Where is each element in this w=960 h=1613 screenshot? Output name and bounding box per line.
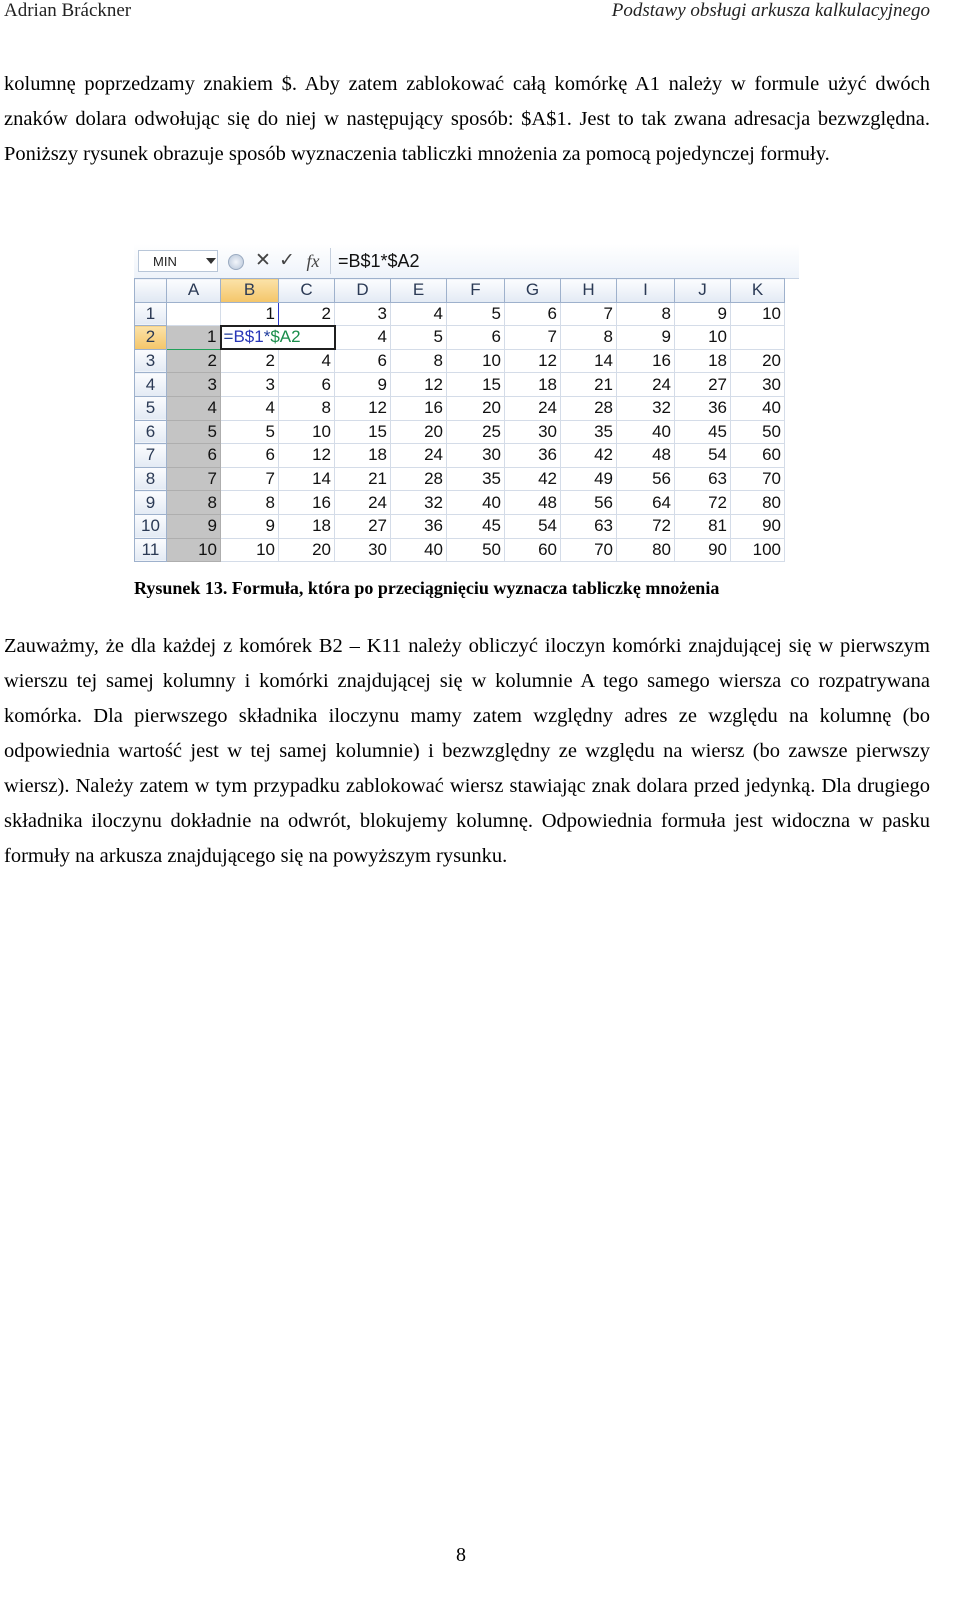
cell[interactable]: 8 — [617, 302, 675, 326]
row-header[interactable]: 9 — [135, 491, 167, 515]
cell[interactable]: 9 — [675, 302, 731, 326]
header-title: Podstawy obsługi arkusza kalkulacyjnego — [611, 0, 930, 21]
cell[interactable]: 40 — [617, 420, 675, 444]
table-row — [135, 302, 785, 326]
table-row — [135, 491, 785, 515]
cell[interactable]: 9 — [335, 373, 391, 397]
cell[interactable]: 30 — [447, 444, 505, 468]
cell[interactable]: 42 — [561, 444, 617, 468]
cell[interactable]: 24 — [505, 396, 561, 420]
cell[interactable]: 12 — [279, 444, 335, 468]
formula-token: $A2 — [270, 327, 301, 347]
cell[interactable]: 56 — [617, 467, 675, 491]
formula-token: * — [263, 327, 271, 347]
cell[interactable]: 2 — [221, 349, 279, 373]
cell[interactable]: 20 — [391, 420, 447, 444]
cell[interactable]: 20 — [279, 538, 335, 562]
cell[interactable]: 7 — [561, 302, 617, 326]
cell[interactable]: 8 — [221, 491, 279, 515]
formula-token: = — [223, 327, 234, 347]
cell[interactable]: 4 — [335, 326, 391, 350]
cell[interactable]: 10 — [731, 302, 785, 326]
column-header-row — [135, 279, 785, 303]
header-author: Adrian Bráckner — [4, 0, 132, 21]
cell[interactable]: 70 — [561, 538, 617, 562]
spreadsheet-grid — [134, 278, 785, 562]
cell[interactable]: 18 — [335, 444, 391, 468]
column-header[interactable]: F — [447, 279, 505, 303]
cell[interactable]: 56 — [561, 491, 617, 515]
row-header[interactable]: 1 — [135, 302, 167, 326]
cell[interactable]: 9 — [221, 514, 279, 538]
cell[interactable]: 54 — [505, 514, 561, 538]
cell[interactable]: 18 — [505, 373, 561, 397]
cell[interactable]: 10 — [221, 538, 279, 562]
cell[interactable]: 28 — [561, 396, 617, 420]
cell[interactable]: 18 — [675, 349, 731, 373]
cell[interactable]: 10 — [167, 538, 221, 562]
cell[interactable]: 6 — [221, 444, 279, 468]
cell[interactable]: 16 — [617, 349, 675, 373]
formula-bar-handle-icon[interactable] — [228, 254, 244, 270]
cell[interactable] — [731, 326, 785, 350]
cell[interactable]: 12 — [505, 349, 561, 373]
cell[interactable]: 36 — [505, 444, 561, 468]
row-header[interactable]: 8 — [135, 467, 167, 491]
cell[interactable]: 4 — [391, 302, 447, 326]
cell[interactable]: 4 — [167, 396, 221, 420]
cell[interactable]: 7 — [221, 467, 279, 491]
cell[interactable]: 7 — [167, 467, 221, 491]
cell[interactable]: 81 — [675, 514, 731, 538]
cell[interactable]: 10 — [279, 420, 335, 444]
table-row — [135, 444, 785, 468]
cell[interactable]: 8 — [561, 326, 617, 350]
cell[interactable]: 25 — [447, 420, 505, 444]
cell[interactable]: 6 — [167, 444, 221, 468]
cell[interactable]: 21 — [561, 373, 617, 397]
cell[interactable]: 30 — [505, 420, 561, 444]
cell[interactable]: 2 — [279, 302, 335, 326]
cell[interactable]: 14 — [279, 467, 335, 491]
cell[interactable]: 42 — [505, 467, 561, 491]
formula-input[interactable]: =B$1*$A2 — [338, 251, 420, 271]
cell[interactable]: 5 — [391, 326, 447, 350]
cell[interactable]: 27 — [335, 514, 391, 538]
cell[interactable]: 54 — [675, 444, 731, 468]
column-header[interactable]: D — [335, 279, 391, 303]
cell[interactable]: 50 — [731, 420, 785, 444]
cell[interactable]: 32 — [617, 396, 675, 420]
column-header[interactable]: G — [505, 279, 561, 303]
chevron-down-icon[interactable] — [206, 258, 216, 264]
page-number: 8 — [456, 1544, 466, 1566]
insert-function-icon[interactable]: fx — [306, 251, 320, 271]
cell[interactable]: 63 — [561, 514, 617, 538]
column-header[interactable]: A — [167, 279, 221, 303]
cell[interactable]: 24 — [335, 491, 391, 515]
cell[interactable]: 6 — [447, 326, 505, 350]
cell[interactable]: 72 — [617, 514, 675, 538]
cell[interactable]: 10 — [447, 349, 505, 373]
cell[interactable]: 60 — [731, 444, 785, 468]
cell[interactable]: 8 — [279, 396, 335, 420]
cell[interactable]: 5 — [167, 420, 221, 444]
table-row — [135, 514, 785, 538]
column-header[interactable]: H — [561, 279, 617, 303]
table-row — [135, 373, 785, 397]
cell[interactable]: 80 — [731, 491, 785, 515]
cell[interactable]: 15 — [335, 420, 391, 444]
paragraph-explanation: Zauważmy, że dla każdej z komórek B2 – K11 należy obliczyć iloczyn komórki znajdującej się w pierwszym wierszu tej samej kolumny i komórki znajdującej się w kolumnie A tego samego wiersza co rozpatrywana komórka. Dla pierwszego składnika iloczynu mamy zatem względny adres ze względu na kolumnę (bo odpowiednia wartość jest w tej samej kolumnie) i bezwzględny ze względu na wiersz (bo zawsze pierwszy wiersz). Należy zatem w tym przypadku zablokować wiersz stawiając znak dolara przed jedynką. Dla drugiego składnika iloczynu dokładnie na odwrót, blokujemy kolumnę. Odpowiednia formuła jest widoczna w pasku formuły na arkusza znajdującego się na powyższym rysunku. — [4, 635, 930, 867]
cell[interactable]: 36 — [391, 514, 447, 538]
cell[interactable]: 6 — [279, 373, 335, 397]
cell[interactable]: 1 — [221, 302, 279, 326]
spreadsheet-figure — [134, 244, 799, 570]
cell[interactable] — [167, 302, 221, 326]
cell[interactable]: 18 — [279, 514, 335, 538]
table-row — [135, 467, 785, 491]
cell[interactable]: 48 — [505, 491, 561, 515]
row-header[interactable]: 3 — [135, 349, 167, 373]
formula-bar-separator — [330, 248, 331, 274]
table-row — [135, 420, 785, 444]
column-header[interactable]: I — [617, 279, 675, 303]
row-header[interactable]: 2 — [135, 326, 167, 350]
cell[interactable]: 6 — [335, 349, 391, 373]
cell[interactable]: 21 — [335, 467, 391, 491]
table-row — [135, 349, 785, 373]
cell[interactable]: 8 — [167, 491, 221, 515]
table-row — [135, 326, 785, 350]
cell[interactable]: 5 — [221, 420, 279, 444]
table-row — [135, 538, 785, 562]
cell[interactable]: 6 — [505, 302, 561, 326]
cell[interactable]: 14 — [561, 349, 617, 373]
active-cell[interactable] — [221, 326, 335, 350]
enter-icon[interactable]: ✓ — [279, 250, 295, 271]
cell[interactable]: 16 — [279, 491, 335, 515]
cell[interactable]: 1 — [167, 326, 221, 350]
column-header[interactable]: J — [675, 279, 731, 303]
cell[interactable]: 45 — [675, 420, 731, 444]
cell[interactable]: 9 — [167, 514, 221, 538]
column-header[interactable]: C — [279, 279, 335, 303]
cell[interactable]: 70 — [731, 467, 785, 491]
cell[interactable]: 90 — [675, 538, 731, 562]
cell[interactable]: 3 — [221, 373, 279, 397]
cell[interactable]: 48 — [617, 444, 675, 468]
formula-token: B$1 — [233, 327, 264, 347]
cell[interactable]: 64 — [617, 491, 675, 515]
cell[interactable]: 40 — [731, 396, 785, 420]
figure-caption: Rysunek 13. Formuła, która po przeciągnięciu wyznacza tabliczkę mnożenia — [134, 578, 720, 598]
name-box[interactable]: MIN — [138, 250, 218, 272]
column-header[interactable]: E — [391, 279, 447, 303]
row-header[interactable]: 10 — [135, 514, 167, 538]
row-header[interactable]: 5 — [135, 396, 167, 420]
cell[interactable]: 16 — [391, 396, 447, 420]
cell[interactable]: 80 — [617, 538, 675, 562]
cell[interactable]: 12 — [335, 396, 391, 420]
column-header[interactable]: K — [731, 279, 785, 303]
cell[interactable]: 63 — [675, 467, 731, 491]
cell[interactable]: 28 — [391, 467, 447, 491]
cell[interactable]: 24 — [617, 373, 675, 397]
formula-bar — [134, 244, 799, 279]
cell[interactable]: 20 — [447, 396, 505, 420]
cell[interactable]: 30 — [731, 373, 785, 397]
cell[interactable]: 60 — [505, 538, 561, 562]
cell[interactable]: 35 — [447, 467, 505, 491]
cell[interactable]: 40 — [447, 491, 505, 515]
cell[interactable]: 32 — [391, 491, 447, 515]
cell[interactable]: 35 — [561, 420, 617, 444]
table-row — [135, 396, 785, 420]
paragraph-intro: kolumnę poprzedzamy znakiem $. Aby zatem zablokować całą komórkę A1 należy w formule użyć dwóch znaków dolara odwołując się do niej w następujący sposób: $A$1. Jest to tak zwana adresacja bezwzględna. Poniższy rysunek obrazuje sposób wyznaczenia tabliczki mnożenia za pomocą pojedynczej formuły. — [4, 73, 930, 165]
cell[interactable]: 9 — [617, 326, 675, 350]
cell[interactable]: 3 — [167, 373, 221, 397]
cell[interactable]: 20 — [731, 349, 785, 373]
row-header[interactable]: 7 — [135, 444, 167, 468]
cell[interactable]: 7 — [505, 326, 561, 350]
cell[interactable]: 27 — [675, 373, 731, 397]
cell[interactable]: 8 — [391, 349, 447, 373]
cell[interactable]: 40 — [391, 538, 447, 562]
column-header[interactable]: B — [221, 279, 279, 303]
cell[interactable]: 45 — [447, 514, 505, 538]
cell[interactable]: 2 — [167, 349, 221, 373]
cell[interactable]: 50 — [447, 538, 505, 562]
cancel-icon[interactable]: ✕ — [255, 250, 271, 271]
cell[interactable]: 10 — [675, 326, 731, 350]
row-header[interactable]: 6 — [135, 420, 167, 444]
cell[interactable]: 72 — [675, 491, 731, 515]
cell[interactable]: 49 — [561, 467, 617, 491]
cell[interactable]: 4 — [279, 349, 335, 373]
row-header[interactable]: 4 — [135, 373, 167, 397]
cell[interactable]: 3 — [335, 302, 391, 326]
cell[interactable]: 15 — [447, 373, 505, 397]
cell[interactable]: 30 — [335, 538, 391, 562]
row-header[interactable]: 11 — [135, 538, 167, 562]
cell[interactable]: 36 — [675, 396, 731, 420]
cell[interactable]: 5 — [447, 302, 505, 326]
cell[interactable]: 4 — [221, 396, 279, 420]
cell[interactable]: 90 — [731, 514, 785, 538]
cell[interactable]: 12 — [391, 373, 447, 397]
cell[interactable]: 100 — [731, 538, 785, 562]
select-all-corner[interactable] — [135, 279, 167, 303]
page-header — [0, 0, 960, 34]
cell[interactable]: 24 — [391, 444, 447, 468]
